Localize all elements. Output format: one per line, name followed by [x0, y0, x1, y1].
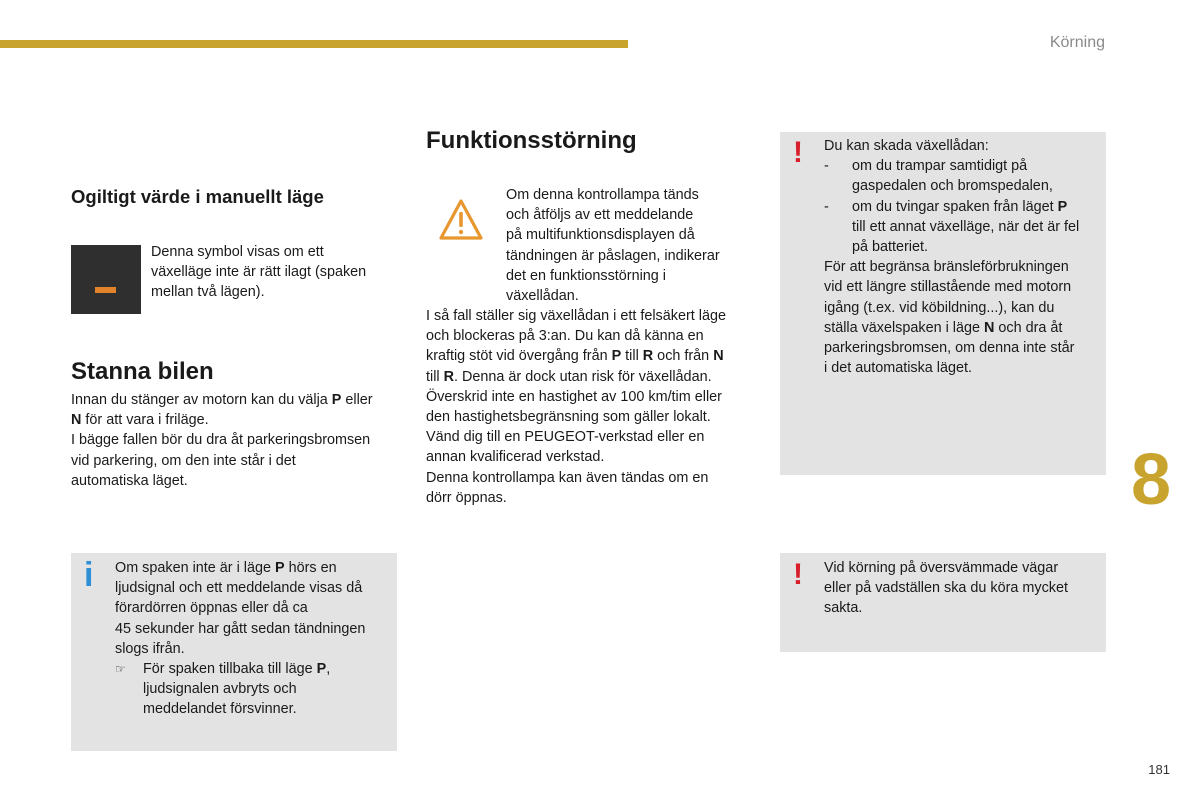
- malfunction-line: och blockeras på 3:an. Du kan då känna en: [426, 328, 704, 345]
- warning-flooded-line: Vid körning på översvämmade vägar: [824, 560, 1059, 576]
- warning-box-gearbox-text: [824, 136, 1104, 378]
- info-line: slogs ifrån.: [115, 640, 185, 657]
- warning-flooded-line: sakta.: [824, 600, 863, 617]
- page-number: 181: [1148, 762, 1170, 777]
- malfunction-text: [426, 306, 766, 508]
- warning-intro: Du kan skada växellådan:: [824, 138, 989, 154]
- malfunction-lamp-line: och åtföljs av ett meddelande: [506, 207, 694, 224]
- header-accent-bar: [0, 40, 628, 48]
- malfunction-line: Överskrid inte en hastighet av 100 km/tim eller: [426, 388, 722, 405]
- info-line: ljudsignal och ett meddelande visas då: [115, 580, 363, 597]
- warning-flooded-line: eller på vadställen ska du köra mycket: [824, 580, 1068, 597]
- info-bullet-line: ljudsignalen avbryts och: [143, 681, 297, 698]
- manual-mode-line: Denna symbol visas om ett: [151, 244, 324, 260]
- info-bullet-line: meddelandet försvinner.: [143, 701, 297, 718]
- info-line: 45 sekunder har gått sedan tändningen: [115, 620, 366, 637]
- stop-car-line: I bägge fallen bör du dra åt parkeringsbromsen: [71, 432, 371, 449]
- warning-para-line: vid ett längre stillastående med motorn: [824, 279, 1072, 296]
- malfunction-heading: Funktionsstörning: [426, 127, 637, 154]
- malfunction-line: Denna kontrollampa kan även tändas om en: [426, 469, 709, 486]
- warning-list-item: [824, 197, 1104, 258]
- malfunction-line: annan kvalificerad verkstad.: [426, 449, 605, 466]
- malfunction-line: I så fall ställer sig växellådan i ett felsäkert läge: [426, 308, 726, 324]
- malfunction-line: Vänd dig till en PEUGEOT-verkstad eller en: [426, 429, 705, 446]
- warning-item-line: gaspedalen och bromspedalen,: [852, 178, 1053, 195]
- warning-para-line: För att begränsa bränsleförbrukningen: [824, 259, 1069, 276]
- list-dash: -: [824, 158, 829, 175]
- malfunction-line: kraftig stöt vid övergång från P till R och från N: [426, 348, 724, 365]
- info-line: förardörren öppnas eller då ca: [115, 600, 308, 617]
- malfunction-lamp-text: [506, 185, 756, 306]
- malfunction-lamp-line: det en funktionsstörning i: [506, 267, 666, 284]
- pointing-hand-icon: ☞: [115, 662, 126, 677]
- warning-item-line: till ett annat växelläge, när det är fel: [852, 218, 1080, 235]
- warning-para-line: parkeringsbromsen, om denna inte står: [824, 340, 1075, 357]
- warning-triangle-icon: [438, 198, 484, 242]
- warning-item-line: om du trampar samtidigt på: [852, 158, 1028, 175]
- gear-symbol-indicator: [95, 287, 116, 293]
- malfunction-lamp-line: tändningen är påslagen, indikerar: [506, 247, 720, 264]
- malfunction-line: den hastighetsbegränsning som gäller lokalt.: [426, 409, 711, 426]
- info-bullet-line: För spaken tillbaka till läge P,: [143, 661, 331, 678]
- invalid-gear-symbol-icon: [71, 245, 141, 314]
- malfunction-line: till R. Denna är dock utan risk för växellådan.: [426, 368, 712, 385]
- manual-mode-heading: Ogiltigt värde i manuellt läge: [71, 186, 324, 207]
- stop-car-line: automatiska läget.: [71, 472, 188, 489]
- stop-car-line: vid parkering, om den inte står i det: [71, 452, 296, 469]
- exclamation-icon: !: [793, 558, 803, 591]
- manual-mode-line: växelläge inte är rätt ilagt (spaken: [151, 264, 367, 281]
- warning-para-line: i det automatiska läget.: [824, 360, 972, 377]
- malfunction-lamp-line: Om denna kontrollampa tänds: [506, 187, 699, 203]
- info-bullet-item: [115, 659, 395, 720]
- warning-item-line: om du tvingar spaken från läget P: [852, 198, 1068, 215]
- info-box-text: [115, 558, 395, 720]
- exclamation-icon: !: [793, 136, 803, 169]
- warning-item-line: på batteriet.: [852, 239, 929, 256]
- warning-box-flooded-text: [824, 558, 1104, 619]
- stop-car-text: [71, 390, 401, 491]
- warning-list-item: [824, 156, 1104, 196]
- info-icon: i: [84, 556, 94, 594]
- list-dash: -: [824, 198, 829, 215]
- malfunction-lamp-line: växellådan.: [506, 288, 579, 305]
- stop-car-heading: Stanna bilen: [71, 358, 214, 385]
- manual-mode-text: [151, 242, 391, 303]
- info-line: Om spaken inte är i läge P hörs en: [115, 560, 337, 576]
- warning-para-line: igång (t.ex. vid köbildning...), kan du: [824, 299, 1055, 316]
- stop-car-line: Innan du stänger av motorn kan du välja P eller: [71, 392, 373, 408]
- stop-car-line: N för att vara i friläge.: [71, 412, 209, 429]
- chapter-number: 8: [1130, 440, 1172, 520]
- warning-para-line: ställa växelspaken i läge N och dra åt: [824, 319, 1063, 336]
- manual-mode-line: mellan två lägen).: [151, 284, 265, 301]
- malfunction-line: dörr öppnas.: [426, 489, 507, 506]
- section-title: Körning: [1049, 34, 1105, 51]
- malfunction-lamp-line: på multifunktionsdisplayen då: [506, 227, 695, 244]
